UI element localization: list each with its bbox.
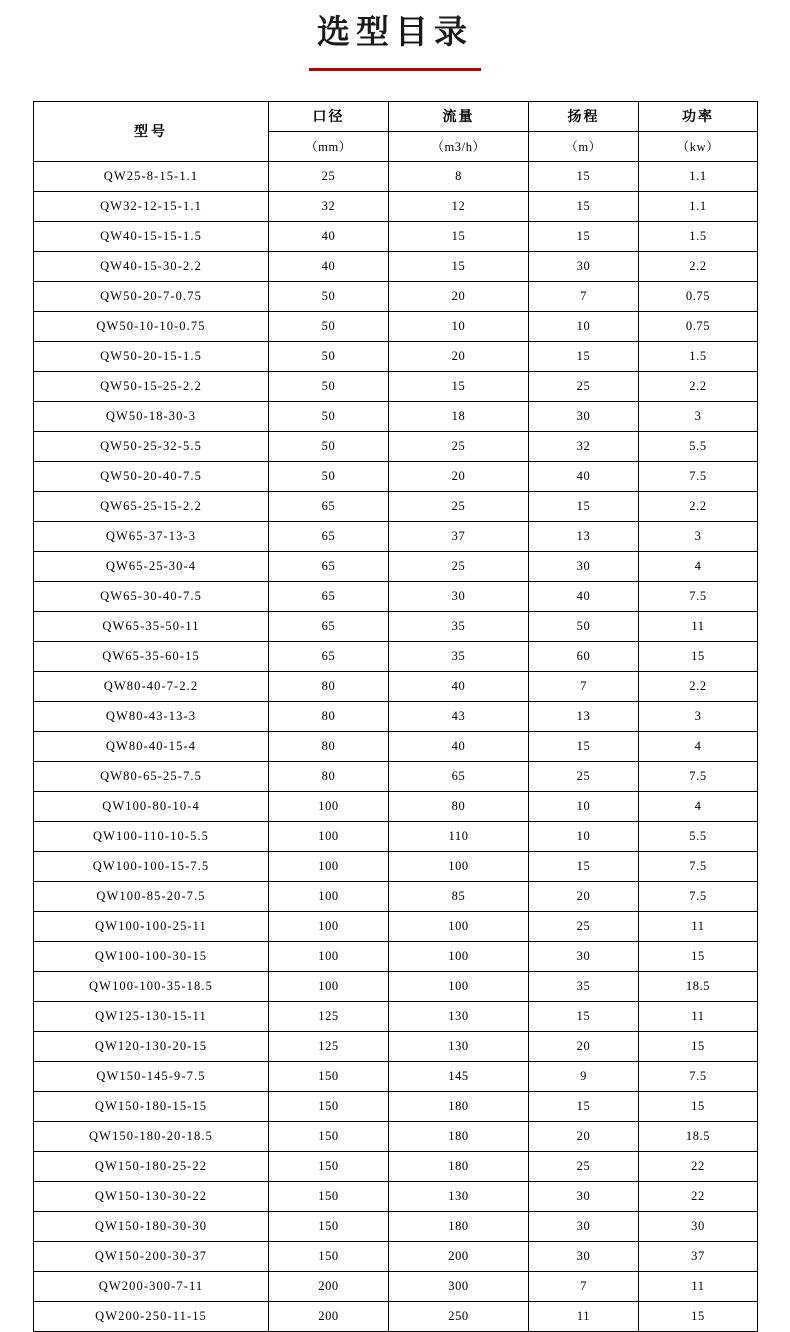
cell-power: 2.2 xyxy=(639,671,758,701)
cell-flow: 80 xyxy=(389,791,529,821)
cell-diameter: 80 xyxy=(269,761,389,791)
cell-head: 30 xyxy=(529,941,639,971)
cell-flow: 20 xyxy=(389,281,529,311)
cell-diameter: 80 xyxy=(269,731,389,761)
table-row xyxy=(34,701,758,731)
table-row xyxy=(34,281,758,311)
cell-flow: 8 xyxy=(389,161,529,191)
table-row xyxy=(34,641,758,671)
cell-model: QW100-110-10-5.5 xyxy=(34,821,269,851)
cell-head: 32 xyxy=(529,431,639,461)
cell-flow: 40 xyxy=(389,731,529,761)
cell-model: QW80-43-13-3 xyxy=(34,701,269,731)
cell-flow: 20 xyxy=(389,461,529,491)
table-row xyxy=(34,581,758,611)
cell-model: QW125-130-15-11 xyxy=(34,1001,269,1031)
cell-diameter: 80 xyxy=(269,671,389,701)
cell-diameter: 65 xyxy=(269,581,389,611)
title-block xyxy=(0,0,790,71)
cell-head: 15 xyxy=(529,491,639,521)
cell-power: 3 xyxy=(639,401,758,431)
cell-flow: 15 xyxy=(389,221,529,251)
cell-flow: 145 xyxy=(389,1061,529,1091)
cell-flow: 25 xyxy=(389,431,529,461)
cell-power: 7.5 xyxy=(639,581,758,611)
cell-flow: 12 xyxy=(389,191,529,221)
table-row xyxy=(34,971,758,1001)
cell-flow: 10 xyxy=(389,311,529,341)
cell-head: 25 xyxy=(529,1151,639,1181)
cell-flow: 20 xyxy=(389,341,529,371)
cell-power: 11 xyxy=(639,611,758,641)
cell-model: QW65-35-50-11 xyxy=(34,611,269,641)
cell-head: 15 xyxy=(529,341,639,371)
table-row xyxy=(34,191,758,221)
cell-model: QW50-25-32-5.5 xyxy=(34,431,269,461)
table-row xyxy=(34,1151,758,1181)
cell-model: QW32-12-15-1.1 xyxy=(34,191,269,221)
cell-power: 1.1 xyxy=(639,161,758,191)
table-header-row xyxy=(34,101,758,131)
cell-model: QW150-180-30-30 xyxy=(34,1211,269,1241)
table-row xyxy=(34,1301,758,1331)
cell-model: QW100-100-30-15 xyxy=(34,941,269,971)
cell-head: 7 xyxy=(529,671,639,701)
cell-flow: 37 xyxy=(389,521,529,551)
cell-model: QW150-145-9-7.5 xyxy=(34,1061,269,1091)
cell-power: 15 xyxy=(639,641,758,671)
column-header-model: 型号 xyxy=(34,101,269,161)
table-row xyxy=(34,1271,758,1301)
column-unit-head: （m） xyxy=(529,131,639,161)
table-row xyxy=(34,401,758,431)
cell-diameter: 65 xyxy=(269,551,389,581)
cell-head: 35 xyxy=(529,971,639,1001)
cell-diameter: 50 xyxy=(269,311,389,341)
cell-flow: 180 xyxy=(389,1091,529,1121)
cell-diameter: 100 xyxy=(269,941,389,971)
column-unit-flow: （m3/h） xyxy=(389,131,529,161)
cell-head: 30 xyxy=(529,551,639,581)
cell-power: 7.5 xyxy=(639,461,758,491)
cell-flow: 300 xyxy=(389,1271,529,1301)
cell-power: 11 xyxy=(639,911,758,941)
cell-power: 0.75 xyxy=(639,281,758,311)
cell-diameter: 50 xyxy=(269,371,389,401)
cell-flow: 130 xyxy=(389,1001,529,1031)
table-row xyxy=(34,881,758,911)
cell-flow: 35 xyxy=(389,641,529,671)
cell-model: QW100-100-25-11 xyxy=(34,911,269,941)
cell-power: 3 xyxy=(639,701,758,731)
cell-model: QW65-25-30-4 xyxy=(34,551,269,581)
cell-diameter: 65 xyxy=(269,491,389,521)
cell-head: 13 xyxy=(529,521,639,551)
cell-power: 1.5 xyxy=(639,341,758,371)
table-row xyxy=(34,851,758,881)
cell-diameter: 50 xyxy=(269,341,389,371)
cell-head: 15 xyxy=(529,851,639,881)
cell-head: 15 xyxy=(529,221,639,251)
spec-table-body xyxy=(34,161,758,1331)
cell-head: 15 xyxy=(529,731,639,761)
cell-power: 0.75 xyxy=(639,311,758,341)
table-row xyxy=(34,461,758,491)
table-row xyxy=(34,911,758,941)
cell-head: 15 xyxy=(529,191,639,221)
cell-model: QW25-8-15-1.1 xyxy=(34,161,269,191)
table-row xyxy=(34,611,758,641)
cell-power: 2.2 xyxy=(639,371,758,401)
cell-model: QW100-85-20-7.5 xyxy=(34,881,269,911)
cell-power: 18.5 xyxy=(639,971,758,1001)
spec-table-wrapper xyxy=(33,101,757,1332)
cell-power: 7.5 xyxy=(639,851,758,881)
cell-flow: 30 xyxy=(389,581,529,611)
cell-power: 11 xyxy=(639,1001,758,1031)
cell-model: QW50-18-30-3 xyxy=(34,401,269,431)
cell-model: QW200-300-7-11 xyxy=(34,1271,269,1301)
cell-diameter: 100 xyxy=(269,911,389,941)
cell-head: 30 xyxy=(529,1181,639,1211)
cell-diameter: 125 xyxy=(269,1001,389,1031)
cell-diameter: 100 xyxy=(269,971,389,1001)
cell-diameter: 150 xyxy=(269,1181,389,1211)
column-header-head: 扬程 xyxy=(529,101,639,131)
cell-flow: 40 xyxy=(389,671,529,701)
cell-head: 50 xyxy=(529,611,639,641)
cell-diameter: 150 xyxy=(269,1241,389,1271)
cell-flow: 65 xyxy=(389,761,529,791)
cell-power: 1.5 xyxy=(639,221,758,251)
cell-head: 11 xyxy=(529,1301,639,1331)
cell-model: QW50-20-15-1.5 xyxy=(34,341,269,371)
cell-flow: 18 xyxy=(389,401,529,431)
cell-head: 25 xyxy=(529,911,639,941)
column-unit-diameter: （mm） xyxy=(269,131,389,161)
cell-model: QW100-100-35-18.5 xyxy=(34,971,269,1001)
cell-flow: 180 xyxy=(389,1211,529,1241)
cell-flow: 130 xyxy=(389,1031,529,1061)
cell-diameter: 50 xyxy=(269,401,389,431)
cell-flow: 15 xyxy=(389,251,529,281)
cell-head: 7 xyxy=(529,281,639,311)
cell-diameter: 50 xyxy=(269,281,389,311)
page-title: 选型目录 xyxy=(317,15,473,51)
cell-model: QW65-30-40-7.5 xyxy=(34,581,269,611)
cell-diameter: 150 xyxy=(269,1151,389,1181)
cell-model: QW150-180-15-15 xyxy=(34,1091,269,1121)
cell-model: QW65-25-15-2.2 xyxy=(34,491,269,521)
cell-diameter: 50 xyxy=(269,431,389,461)
cell-power: 5.5 xyxy=(639,431,758,461)
table-row xyxy=(34,221,758,251)
cell-model: QW40-15-15-1.5 xyxy=(34,221,269,251)
cell-power: 15 xyxy=(639,941,758,971)
cell-diameter: 200 xyxy=(269,1301,389,1331)
cell-flow: 180 xyxy=(389,1121,529,1151)
table-row xyxy=(34,1001,758,1031)
cell-flow: 180 xyxy=(389,1151,529,1181)
cell-model: QW65-35-60-15 xyxy=(34,641,269,671)
cell-model: QW50-10-10-0.75 xyxy=(34,311,269,341)
cell-diameter: 50 xyxy=(269,461,389,491)
column-header-flow: 流量 xyxy=(389,101,529,131)
cell-power: 22 xyxy=(639,1181,758,1211)
table-row xyxy=(34,251,758,281)
table-row xyxy=(34,791,758,821)
cell-power: 5.5 xyxy=(639,821,758,851)
cell-power: 18.5 xyxy=(639,1121,758,1151)
cell-flow: 100 xyxy=(389,971,529,1001)
cell-flow: 100 xyxy=(389,911,529,941)
cell-head: 20 xyxy=(529,881,639,911)
table-row xyxy=(34,521,758,551)
cell-model: QW200-250-11-15 xyxy=(34,1301,269,1331)
cell-head: 20 xyxy=(529,1121,639,1151)
cell-flow: 35 xyxy=(389,611,529,641)
cell-power: 15 xyxy=(639,1091,758,1121)
cell-diameter: 65 xyxy=(269,521,389,551)
table-row xyxy=(34,1121,758,1151)
cell-diameter: 40 xyxy=(269,221,389,251)
cell-diameter: 150 xyxy=(269,1211,389,1241)
cell-diameter: 100 xyxy=(269,851,389,881)
cell-model: QW50-20-40-7.5 xyxy=(34,461,269,491)
cell-power: 1.1 xyxy=(639,191,758,221)
cell-head: 30 xyxy=(529,251,639,281)
cell-diameter: 100 xyxy=(269,881,389,911)
cell-power: 7.5 xyxy=(639,1061,758,1091)
cell-power: 4 xyxy=(639,791,758,821)
cell-power: 4 xyxy=(639,551,758,581)
table-row xyxy=(34,761,758,791)
cell-diameter: 200 xyxy=(269,1271,389,1301)
cell-flow: 100 xyxy=(389,941,529,971)
cell-head: 40 xyxy=(529,581,639,611)
cell-head: 20 xyxy=(529,1031,639,1061)
cell-diameter: 100 xyxy=(269,821,389,851)
cell-diameter: 150 xyxy=(269,1121,389,1151)
column-header-diameter: 口径 xyxy=(269,101,389,131)
table-row xyxy=(34,1181,758,1211)
cell-head: 30 xyxy=(529,401,639,431)
table-row xyxy=(34,311,758,341)
cell-power: 2.2 xyxy=(639,251,758,281)
table-row xyxy=(34,371,758,401)
table-row xyxy=(34,161,758,191)
table-row xyxy=(34,431,758,461)
cell-diameter: 125 xyxy=(269,1031,389,1061)
cell-power: 3 xyxy=(639,521,758,551)
cell-diameter: 65 xyxy=(269,611,389,641)
cell-head: 30 xyxy=(529,1241,639,1271)
cell-power: 15 xyxy=(639,1031,758,1061)
table-row xyxy=(34,1211,758,1241)
cell-flow: 25 xyxy=(389,491,529,521)
cell-head: 10 xyxy=(529,791,639,821)
table-row xyxy=(34,551,758,581)
cell-model: QW150-130-30-22 xyxy=(34,1181,269,1211)
cell-diameter: 150 xyxy=(269,1061,389,1091)
cell-diameter: 150 xyxy=(269,1091,389,1121)
cell-power: 15 xyxy=(639,1301,758,1331)
cell-head: 25 xyxy=(529,371,639,401)
table-row xyxy=(34,1061,758,1091)
cell-power: 22 xyxy=(639,1151,758,1181)
cell-flow: 200 xyxy=(389,1241,529,1271)
cell-flow: 110 xyxy=(389,821,529,851)
cell-flow: 25 xyxy=(389,551,529,581)
cell-power: 11 xyxy=(639,1271,758,1301)
column-unit-power: （kw） xyxy=(639,131,758,161)
cell-head: 15 xyxy=(529,1001,639,1031)
table-row xyxy=(34,1031,758,1061)
spec-table-header xyxy=(34,101,758,161)
cell-model: QW150-180-25-22 xyxy=(34,1151,269,1181)
cell-diameter: 80 xyxy=(269,701,389,731)
cell-flow: 43 xyxy=(389,701,529,731)
cell-head: 30 xyxy=(529,1211,639,1241)
cell-diameter: 25 xyxy=(269,161,389,191)
cell-model: QW50-20-7-0.75 xyxy=(34,281,269,311)
cell-power: 30 xyxy=(639,1211,758,1241)
cell-head: 7 xyxy=(529,1271,639,1301)
cell-power: 2.2 xyxy=(639,491,758,521)
table-row xyxy=(34,821,758,851)
cell-power: 7.5 xyxy=(639,761,758,791)
cell-power: 7.5 xyxy=(639,881,758,911)
cell-head: 15 xyxy=(529,1091,639,1121)
cell-power: 4 xyxy=(639,731,758,761)
cell-flow: 250 xyxy=(389,1301,529,1331)
cell-flow: 100 xyxy=(389,851,529,881)
cell-head: 9 xyxy=(529,1061,639,1091)
table-row xyxy=(34,941,758,971)
cell-head: 10 xyxy=(529,311,639,341)
spec-table xyxy=(33,101,758,1332)
cell-model: QW150-200-30-37 xyxy=(34,1241,269,1271)
cell-flow: 130 xyxy=(389,1181,529,1211)
cell-model: QW50-15-25-2.2 xyxy=(34,371,269,401)
cell-flow: 15 xyxy=(389,371,529,401)
cell-model: QW80-40-15-4 xyxy=(34,731,269,761)
table-row xyxy=(34,671,758,701)
table-row xyxy=(34,731,758,761)
cell-diameter: 32 xyxy=(269,191,389,221)
cell-diameter: 65 xyxy=(269,641,389,671)
cell-model: QW80-40-7-2.2 xyxy=(34,671,269,701)
cell-head: 60 xyxy=(529,641,639,671)
cell-head: 15 xyxy=(529,161,639,191)
table-row xyxy=(34,1091,758,1121)
cell-diameter: 100 xyxy=(269,791,389,821)
table-row xyxy=(34,341,758,371)
cell-diameter: 40 xyxy=(269,251,389,281)
cell-head: 10 xyxy=(529,821,639,851)
cell-model: QW100-80-10-4 xyxy=(34,791,269,821)
cell-head: 25 xyxy=(529,761,639,791)
cell-model: QW40-15-30-2.2 xyxy=(34,251,269,281)
title-underline-rule xyxy=(309,68,481,71)
column-header-power: 功率 xyxy=(639,101,758,131)
cell-model: QW120-130-20-15 xyxy=(34,1031,269,1061)
cell-model: QW80-65-25-7.5 xyxy=(34,761,269,791)
cell-power: 37 xyxy=(639,1241,758,1271)
table-row xyxy=(34,1241,758,1271)
cell-model: QW65-37-13-3 xyxy=(34,521,269,551)
cell-head: 40 xyxy=(529,461,639,491)
cell-head: 13 xyxy=(529,701,639,731)
cell-model: QW100-100-15-7.5 xyxy=(34,851,269,881)
cell-model: QW150-180-20-18.5 xyxy=(34,1121,269,1151)
cell-flow: 85 xyxy=(389,881,529,911)
table-row xyxy=(34,491,758,521)
